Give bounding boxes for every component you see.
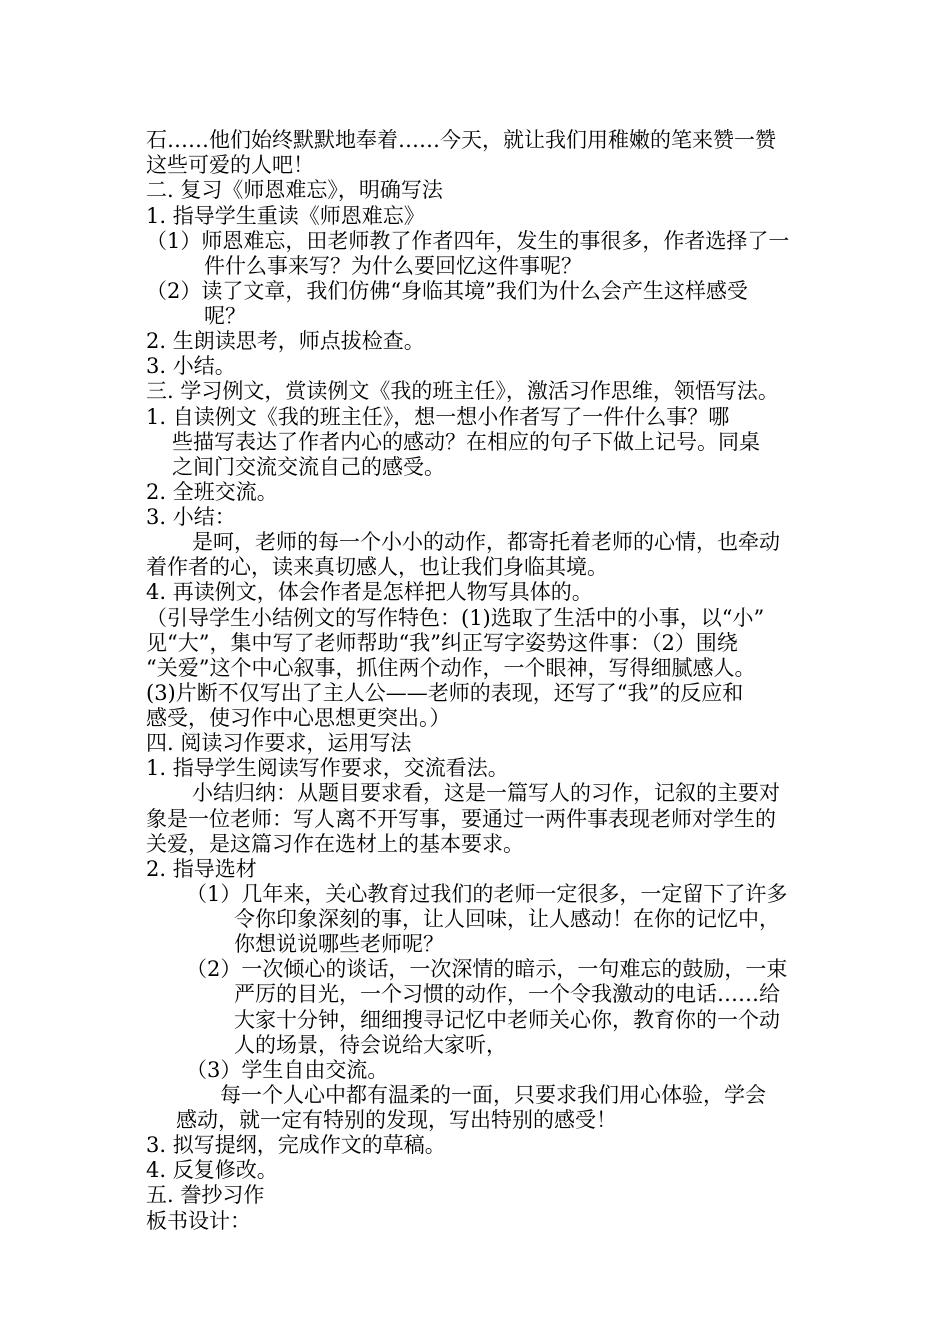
text-line: 感受，使习作中心思想更突出。） [146,706,451,730]
text-line: 些描写表达了作者内心的感动？在相应的句子下做上记号。同桌 [172,430,760,454]
text-line: (3)片断不仅写出了主人公——老师的表现，还写了“我”的反应和 [146,681,744,705]
text-line: （2）一次倾心的谈话，一次深情的暗示，一句难忘的鼓励，一束 [186,957,788,981]
section-heading-2: 二. 复习《师恩难忘》，明确写法 [146,178,443,202]
text-line: （引导学生小结例文的写作特色：(1)选取了生活中的小事，以“小” [146,606,765,630]
text-line: “关爱”这个中心叙事，抓住两个动作，一个眼神，写得细腻感人。 [146,656,756,680]
list-item: 3. 小结： [146,505,236,529]
text-line: 这些可爱的人吧！ [146,153,314,177]
text-line: 板书设计： [146,1209,251,1233]
text-line: 大家十分钟，细细搜寻记忆中老师关心你，教育你的一个动 [234,1008,780,1032]
list-item: 1. 指导学生重读《师恩难忘》 [146,204,425,228]
section-heading-5: 五. 誊抄习作 [146,1183,265,1207]
text-line: 令你印象深刻的事，让人回味，让人感动！在你的记忆中， [234,907,780,931]
text-line: 严厉的目光，一个习惯的动作，一个令我激动的电话……给 [234,982,780,1006]
text-line: 呢？ [204,304,246,328]
text-line: 关爱，是这篇习作在选材上的基本要求。 [146,832,524,856]
text-line: 感动，就一定有特别的发现，写出特别的感受！ [176,1108,617,1132]
list-item: 4. 再读例文，体会作者是怎样把人物写具体的。 [146,580,593,604]
text-line: 象是一位老师：写人离不开写事，要通过一两件事表现老师对学生的 [146,807,776,831]
text-line: 你想说说哪些老师呢？ [234,932,444,956]
text-line: 每一个人心中都有温柔的一面，只要求我们用心体验，学会 [220,1083,766,1107]
text-line: （1）几年来，关心教育过我们的老师一定很多，一定留下了许多 [186,882,788,906]
text-line: 着作者的心，读来真切感人，也让我们身临其境。 [146,555,608,579]
text-line: 小结归纳：从题目要求看，这是一篇写人的习作，记叙的主要对 [192,781,780,805]
text-line: （2）读了文章，我们仿佛“身临其境”我们为什么会产生这样感受 [146,279,748,303]
list-item: 1. 自读例文《我的班主任》，想一想小作者写了一件什么事？哪 [146,405,730,429]
text-line: （3）学生自由交流。 [186,1058,389,1082]
text-line: 是呵，老师的每一个小小的动作，都寄托着老师的心情，也牵动 [192,530,780,554]
list-item: 2. 指导选材 [146,857,257,881]
section-heading-4: 四. 阅读习作要求，运用写法 [146,731,412,755]
list-item: 4. 反复修改。 [146,1158,278,1182]
list-item: 1. 指导学生阅读写作要求，交流看法。 [146,756,509,780]
section-heading-3: 三. 学习例文，赏读例文《我的班主任》，激活习作思维，领悟写法。 [146,379,779,403]
text-line: 石……他们始终默默地奉着……今天，就让我们用稚嫩的笔来赞一赞 [146,128,776,152]
list-item: 2. 生朗读思考，师点拔检查。 [146,329,425,353]
list-item: 2. 全班交流。 [146,480,278,504]
text-line: 之间门交流交流自己的感受。 [172,455,445,479]
list-item: 3. 拟写提纲，完成作文的草稿。 [146,1133,446,1157]
text-line: 件什么事来写？为什么要回忆这件事呢？ [204,254,582,278]
text-line: 见“大”，集中写了老师帮助“我”纠正写字姿势这件事：（2）围绕 [146,631,738,655]
text-line: 人的场景，待会说给大家听， [234,1033,507,1057]
list-item: 3. 小结。 [146,354,236,378]
text-line: （1）师恩难忘，田老师教了作者四年，发生的事很多，作者选择了一 [146,229,790,253]
